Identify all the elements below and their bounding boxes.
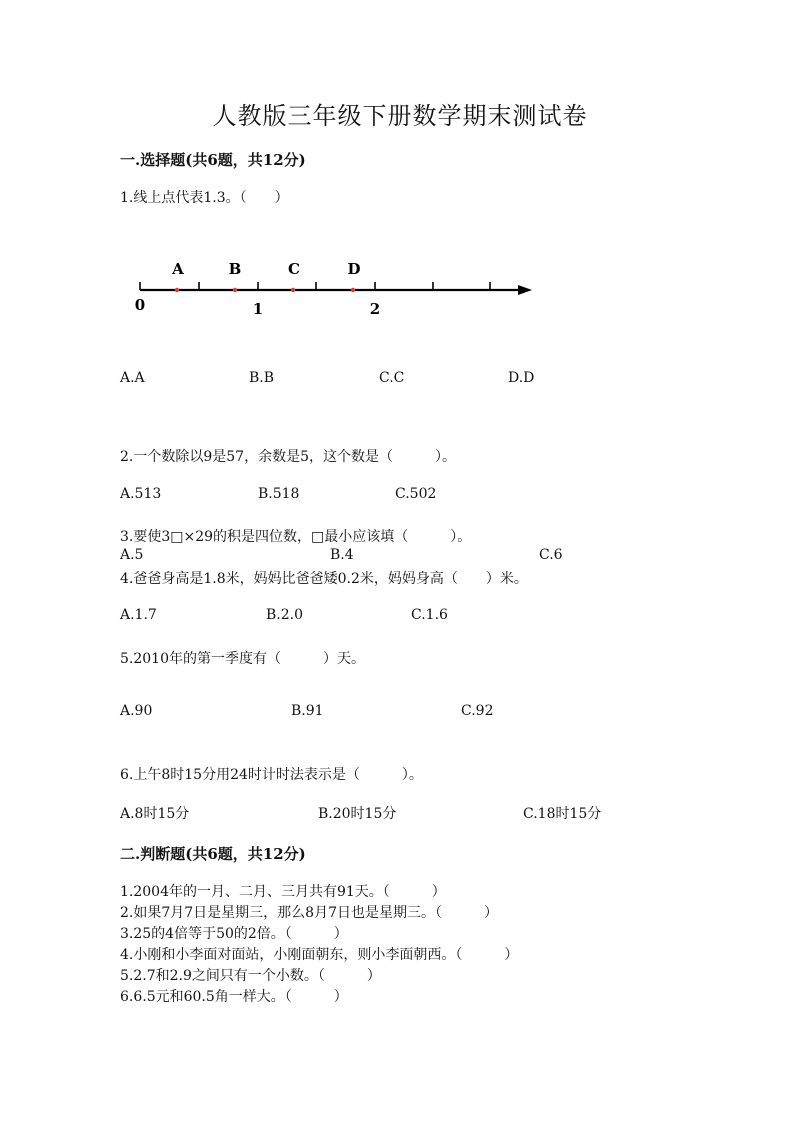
question-2-stem: 2.一个数除以9是57，余数是5，这个数是（ ）。	[120, 449, 456, 465]
judge-item-4: 4.小刚和小李面对面站，小刚面朝东，则小李面朝西。（ ）	[120, 947, 519, 963]
q1-option-a: A.A	[120, 370, 145, 386]
q6-option-a: A.8时15分	[120, 806, 190, 822]
question-3-stem: 3.要使3□×29的积是四位数，□最小应该填（ ）。	[120, 529, 472, 545]
section-1-heading: 一.选择题(共6题，共12分)	[120, 151, 306, 169]
q6-option-c: C.18时15分	[523, 806, 602, 822]
judge-item-5: 5.2.7和2.9之间只有一个小数。（ ）	[120, 968, 381, 984]
q2-option-a: A.513	[120, 486, 162, 502]
q6-option-b: B.20时15分	[318, 806, 397, 822]
tick-label-0: 0	[134, 296, 146, 314]
judge-item-3: 3.25的4倍等于50的2倍。（ ）	[120, 926, 348, 942]
judge-item-2: 2.如果7月7日是星期三，那么8月7日也是星期三。（ ）	[120, 905, 498, 921]
question-5-stem: 5.2010年的第一季度有（ ）天。	[120, 651, 365, 667]
q5-option-c: C.92	[461, 703, 494, 719]
q1-option-c: C.C	[379, 370, 405, 386]
q3-option-c: C.6	[539, 547, 563, 563]
point-label-a: A	[172, 260, 184, 278]
question-1-stem: 1.线上点代表1.3。（ ）	[120, 190, 289, 206]
q4-option-a: A.1.7	[120, 607, 157, 623]
q1-option-b: B.B	[249, 370, 275, 386]
point-d-marker	[351, 288, 355, 292]
point-label-b: B	[228, 260, 242, 278]
q1-option-d: D.D	[508, 370, 535, 386]
point-label-d: D	[347, 260, 361, 278]
q4-option-c: C.1.6	[411, 607, 448, 623]
q2-option-c: C.502	[395, 486, 437, 502]
question-6-stem: 6.上午8时15分用24时计时法表示是（ ）。	[120, 767, 423, 783]
q5-option-b: B.91	[291, 703, 324, 719]
tick-label-1: 1	[252, 300, 264, 318]
q3-option-b: B.4	[330, 547, 354, 563]
number-line-arrow	[518, 285, 532, 295]
q2-option-b: B.518	[258, 486, 300, 502]
q4-option-b: B.2.0	[266, 607, 304, 623]
judge-item-6: 6.6.5元和60.5角一样大。（ ）	[120, 989, 348, 1005]
page-title: 人教版三年级下册数学期末测试卷	[212, 102, 588, 130]
point-label-c: C	[288, 260, 300, 278]
point-c-marker	[291, 288, 295, 292]
q5-option-a: A.90	[120, 703, 153, 719]
tick-label-2: 2	[369, 300, 381, 318]
point-a-marker	[175, 288, 179, 292]
q3-option-a: A.5	[120, 547, 144, 563]
section-2-heading: 二.判断题(共6题，共12分)	[120, 845, 306, 863]
number-line-ticks	[140, 282, 490, 290]
number-line-figure	[130, 252, 540, 322]
point-b-marker	[233, 288, 237, 292]
judge-item-1: 1.2004年的一月、二月、三月共有91天。（ ）	[120, 884, 446, 900]
question-4-stem: 4.爸爸身高是1.8米，妈妈比爸爸矮0.2米，妈妈身高（ ）米。	[120, 571, 528, 587]
